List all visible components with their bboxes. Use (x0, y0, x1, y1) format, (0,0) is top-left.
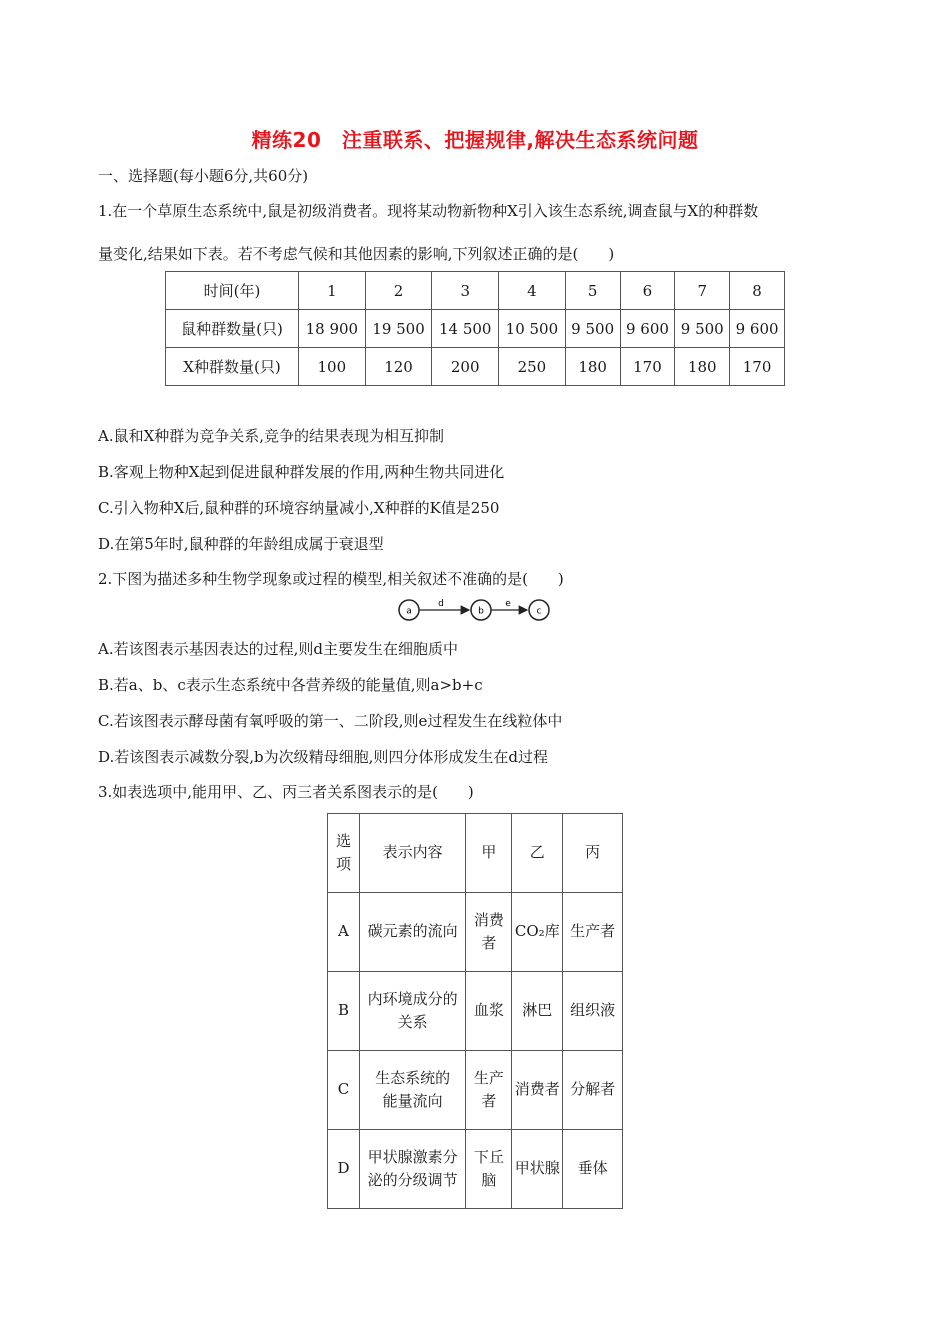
table-cell: 丙 (563, 814, 623, 893)
q1-table (165, 271, 785, 386)
q1-stem-line1: 1.在一个草原生态系统中,鼠是初级消费者。现将某动物新物种X引入该生态系统,调查鼠与X的种群数 (98, 202, 759, 220)
table-cell: 甲状腺激素分 泌的分级调节 (359, 1130, 466, 1209)
table-cell: 180 (675, 348, 730, 386)
table-cell: C (328, 1051, 360, 1130)
table-cell: CO₂库 (512, 893, 563, 972)
q3-stem: 3.如表选项中,能用甲、乙、丙三者关系图表示的是( ) (98, 783, 474, 801)
table-cell: 表示内容 (359, 814, 466, 893)
table-row (166, 348, 785, 386)
table-cell: 9 600 (730, 310, 785, 348)
table-cell: 时间(年) (166, 272, 299, 310)
table-header-row (328, 814, 623, 893)
edge-d-label: d (438, 599, 444, 609)
table-cell: 2 (365, 272, 432, 310)
q1-option-c: C.引入物种X后,鼠种群的环境容纳量减小,X种群的K值是250 (98, 499, 500, 517)
table-cell: 淋巴 (512, 972, 563, 1051)
table-cell: 甲状腺 (512, 1130, 563, 1209)
table-cell: 100 (299, 348, 366, 386)
table-cell: 120 (365, 348, 432, 386)
q1-option-b: B.客观上物种X起到促进鼠种群发展的作用,两种生物共同进化 (98, 463, 505, 481)
q2-option-a: A.若该图表示基因表达的过程,则d主要发生在细胞质中 (98, 640, 458, 658)
table-row (328, 893, 623, 972)
table-cell: 180 (565, 348, 620, 386)
node-b-label: b (478, 606, 484, 617)
table-cell: 生态系统的 能量流向 (359, 1051, 466, 1130)
table-cell: 200 (432, 348, 499, 386)
table-cell: 组织液 (563, 972, 623, 1051)
q3-table (327, 813, 623, 1209)
table-cell: 170 (620, 348, 675, 386)
table-cell: 8 (730, 272, 785, 310)
table-row (328, 1130, 623, 1209)
table-cell: 甲 (466, 814, 512, 893)
table-header-row (166, 272, 785, 310)
table-cell: 250 (499, 348, 566, 386)
table-cell: 内环境成分的 关系 (359, 972, 466, 1051)
table-cell: X种群数量(只) (166, 348, 299, 386)
table-cell: 鼠种群数量(只) (166, 310, 299, 348)
q2-option-b: B.若a、b、c表示生态系统中各营养级的能量值,则a>b+c (98, 676, 483, 694)
table-cell: 血浆 (466, 972, 512, 1051)
table-cell: 垂体 (563, 1130, 623, 1209)
table-cell: 生产者 (563, 893, 623, 972)
table-cell: 9 500 (565, 310, 620, 348)
q1-option-a: A.鼠和X种群为竞争关系,竞争的结果表现为相互抑制 (98, 427, 445, 445)
q2-option-c: C.若该图表示酵母菌有氧呼吸的第一、二阶段,则e过程发生在线粒体中 (98, 712, 563, 730)
node-a-label: a (406, 606, 412, 617)
table-cell: 14 500 (432, 310, 499, 348)
table-cell: 10 500 (499, 310, 566, 348)
table-cell (328, 814, 360, 893)
q2-stem: 2.下图为描述多种生物学现象或过程的模型,相关叙述不准确的是( ) (98, 570, 564, 588)
table-cell: 消费者 (512, 1051, 563, 1130)
table-cell: 170 (730, 348, 785, 386)
q1-option-d: D.在第5年时,鼠种群的年龄组成属于衰退型 (98, 535, 384, 553)
table-cell: 7 (675, 272, 730, 310)
table-cell: 6 (620, 272, 675, 310)
table-row (166, 310, 785, 348)
table-cell: 18 900 (299, 310, 366, 348)
table-cell: 9 500 (675, 310, 730, 348)
table-cell: 19 500 (365, 310, 432, 348)
table-row (328, 972, 623, 1051)
page-title: 精练20 注重联系、把握规律,解决生态系统问题 (251, 128, 699, 152)
table-cell: 4 (499, 272, 566, 310)
table-cell: 9 600 (620, 310, 675, 348)
table-cell: 碳元素的流向 (359, 893, 466, 972)
q1-stem-line2: 量变化,结果如下表。若不考虑气候和其他因素的影响,下列叙述正确的是( ) (98, 245, 615, 263)
cell-text: 选 项 (335, 831, 351, 873)
table-row (328, 1051, 623, 1130)
table-cell: 消费 者 (466, 893, 512, 972)
process-diagram (395, 596, 555, 624)
table-cell: 生产 者 (466, 1051, 512, 1130)
table-cell: 分解者 (563, 1051, 623, 1130)
table-cell: 下丘 脑 (466, 1130, 512, 1209)
table-cell: A (328, 893, 360, 972)
table-cell: D (328, 1130, 360, 1209)
section-heading: 一、选择题(每小题6分,共60分) (98, 167, 309, 185)
table-cell: 5 (565, 272, 620, 310)
node-c-label: c (536, 606, 542, 617)
edge-e-label: e (505, 599, 511, 609)
table-cell: B (328, 972, 360, 1051)
table-cell: 3 (432, 272, 499, 310)
q2-option-d: D.若该图表示减数分裂,b为次级精母细胞,则四分体形成发生在d过程 (98, 748, 549, 766)
table-cell: 乙 (512, 814, 563, 893)
table-cell: 1 (299, 272, 366, 310)
